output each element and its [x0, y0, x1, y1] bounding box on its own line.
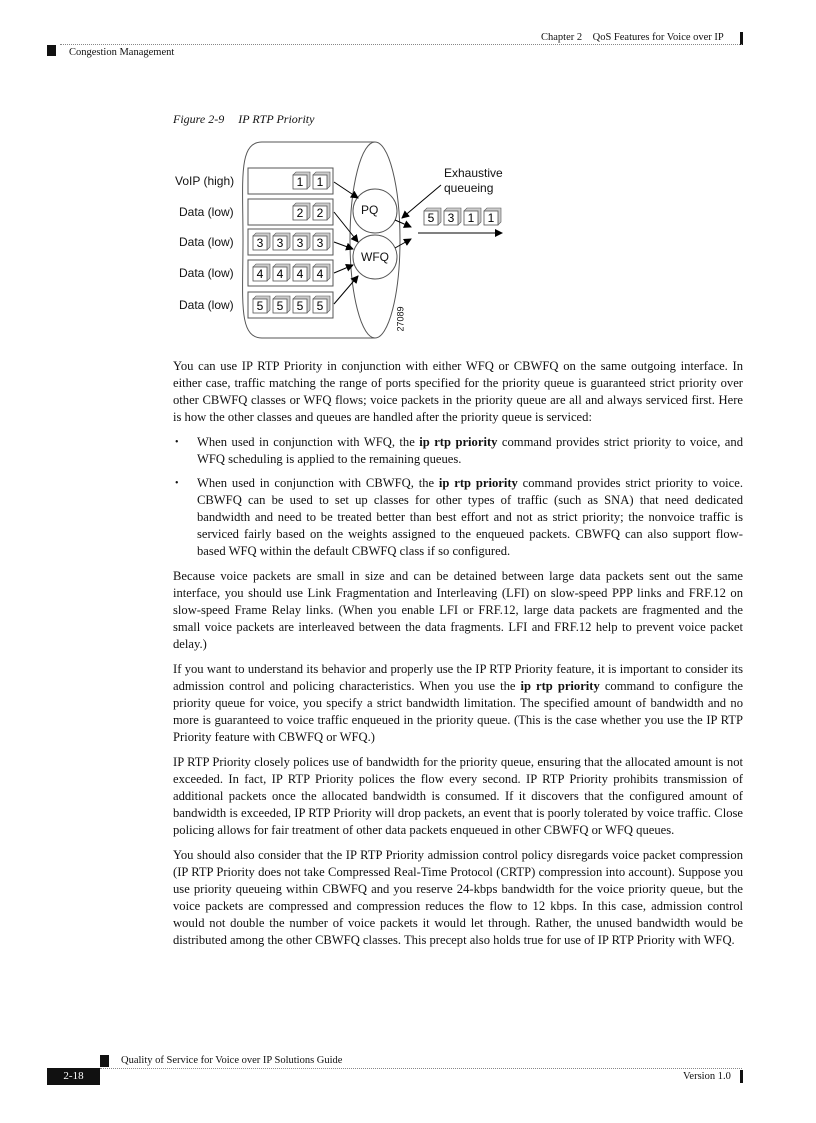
chapter-number: Chapter 2: [541, 32, 583, 43]
bullet-item: • When used in conjunction with WFQ, the ip rtp priority command provides strict priority to voice, and WFQ scheduling is applied to the remaining queues.: [173, 434, 743, 468]
arrow-row4: [334, 265, 353, 273]
packet: [313, 172, 330, 189]
footer-bar: [740, 1070, 743, 1083]
packet: [253, 264, 270, 281]
svg-text:3: 3: [276, 236, 284, 250]
packet: [424, 208, 441, 225]
exhaustive-label: Exhaustive: [444, 166, 503, 180]
svg-text:2: 2: [316, 206, 324, 220]
svg-text:4: 4: [276, 267, 284, 281]
section-title: Congestion Management: [69, 47, 175, 58]
packet: [444, 208, 461, 225]
svg-text:3: 3: [296, 236, 304, 250]
queue-label: VoIP (high): [175, 174, 235, 188]
footer-rule: [100, 1068, 742, 1069]
svg-text:2: 2: [296, 206, 304, 220]
packet: [293, 233, 310, 250]
figure-number: Figure 2-9: [173, 112, 225, 126]
packet: [293, 296, 310, 313]
packet: [313, 233, 330, 250]
ip-rtp-priority-diagram: [0, 0, 816, 350]
queue-label: Data (low): [179, 266, 234, 280]
packet: [273, 233, 290, 250]
command: ip rtp priority: [419, 435, 498, 449]
packet: [253, 296, 270, 313]
figure-id: 27089: [395, 306, 406, 332]
paragraph: You should also consider that the IP RTP Priority admission control policy disregards voice packet compression (IP RTP Priority does not take Compressed Real-Time Protocol (CRTP) compression into account). Suppose you use priority queueing within CBWFQ and you reserve 24-kbps bandwidth for the voice priority queue, but the voice packets are compressed and compression reduces the flow to 12 kbps. In this case, admission control would not double the number of voice packets it would let through. Rather, the unused bandwidth would be distributed among the other CBWFQ classes. This precept also holds true for use of IP RTP Priority with WFQ.: [173, 848, 743, 947]
svg-text:4: 4: [296, 267, 304, 281]
svg-text:1: 1: [487, 211, 495, 225]
footer-version: Version 1.0: [683, 1071, 731, 1082]
paragraph: If you want to understand its behavior and properly use the IP RTP Priority feature, it is important to consider its admission control and policing characteristics. When you use the ip rtp priority command to configure the priority queue for voice, you specify a strict bandwidth limitation. The specified amount of bandwidth and no more is guaranteed to voice traffic enqueued in the priority queue. (This is the case whether you use the IP RTP Priority feature with CBWFQ or WFQ.): [173, 662, 743, 744]
packet: [273, 264, 290, 281]
queue-label: Data (low): [179, 235, 234, 249]
packet: [313, 264, 330, 281]
chapter-title: QoS Features for Voice over IP: [592, 32, 724, 43]
svg-text:4: 4: [316, 267, 324, 281]
svg-text:4: 4: [256, 267, 264, 281]
packet: [464, 208, 481, 225]
wfq-label: WFQ: [361, 250, 389, 264]
packet: [293, 172, 310, 189]
packet: [273, 296, 290, 313]
body-text: [173, 358, 743, 957]
queueing-label: queueing: [444, 181, 494, 195]
queue-label: Data (low): [179, 298, 234, 312]
paragraph: You can use IP RTP Priority in conjunction with either WFQ or CBWFQ on the same outgoing interface. In either case, traffic matching the range of ports specified for the priority queue is guaranteed strict priority over other CBWFQ classes or WFQ flows; voice packets in the priority queue are all and always serviced first. Here is how the other classes and queues are handled after the priority queue is serviced:: [173, 359, 743, 424]
arrow-wfq-out: [395, 239, 411, 248]
svg-text:3: 3: [256, 236, 264, 250]
packet: [293, 264, 310, 281]
footer-guide-title: Quality of Service for Voice over IP Solutions Guide: [121, 1055, 343, 1066]
packet: [313, 203, 330, 220]
svg-text:5: 5: [427, 211, 435, 225]
arrow-row5: [334, 276, 358, 304]
page-number: 2-18: [47, 1068, 100, 1085]
svg-text:5: 5: [276, 299, 284, 313]
command: ip rtp priority: [438, 476, 518, 490]
svg-text:5: 5: [256, 299, 264, 313]
svg-text:3: 3: [316, 236, 324, 250]
svg-text:1: 1: [316, 175, 324, 189]
bullet-item: • When used in conjunction with CBWFQ, the ip rtp priority command provides strict priority to voice. CBWFQ can be used to set up classes for other types of traffic (such as SNA) that need dedicated bandwidth and need to be treated better than best effort and not as strict priority; the nonvoice traffic is serviced fairly based on the weights assigned to the enqueued packets. CBWFQ can also support flow-based WFQ within the default CBWFQ class if so configured.: [173, 475, 743, 560]
figure-title: IP RTP Priority: [238, 112, 315, 126]
packet: [253, 233, 270, 250]
queue-label: Data (low): [179, 205, 234, 219]
bullet-list: [173, 434, 743, 560]
svg-text:1: 1: [467, 211, 475, 225]
svg-text:5: 5: [316, 299, 324, 313]
svg-text:5: 5: [296, 299, 304, 313]
arrow-pq-out: [395, 220, 411, 227]
svg-text:3: 3: [447, 211, 455, 225]
command: ip rtp priority: [520, 679, 600, 693]
pq-label: PQ: [361, 203, 379, 217]
packet: [293, 203, 310, 220]
footer-marker: [100, 1055, 109, 1067]
packet: [313, 296, 330, 313]
svg-text:1: 1: [296, 175, 304, 189]
packet: [484, 208, 501, 225]
paragraph: IP RTP Priority closely polices use of bandwidth for the priority queue, ensuring that the allocated amount is not exceeded. In fact, IP RTP Priority polices the flow every second. IP RTP Priority prohibits transmission of additional packets once the allocated bandwidth is consumed. If it discovers that the configured amount of bandwidth is exceeded, IP RTP Priority will drop packets, an event that is poorly tolerated by voice traffic. Close policing allows for fair treatment of other data packets enqueued in other CBWFQ or WFQ queues.: [173, 755, 743, 837]
paragraph: Because voice packets are small in size and can be detained between large data packets sent out the same interface, you should use Link Fragmentation and Interleaving (LFI) on slow-speed PPP links and FRF.12 on slow-speed Frame Relay links. (When you enable LFI or FRF.12, large data packets are fragmented and the small voice packets are interleaved between the data fragments. LFI and FRF.12 help to prevent voice packet delay.): [173, 569, 743, 651]
